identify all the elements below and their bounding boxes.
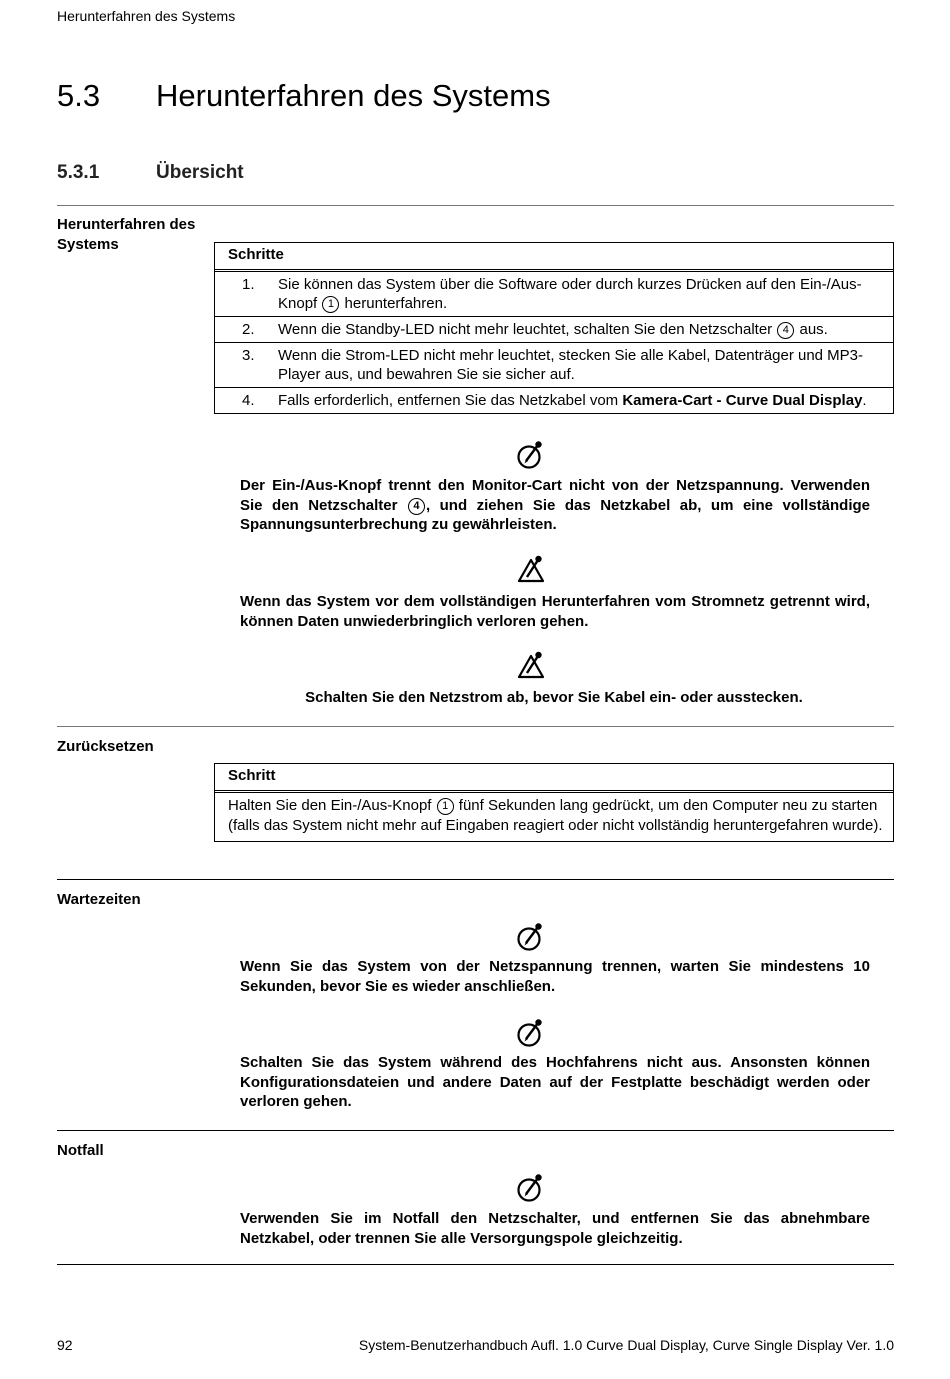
subsection-title: Übersicht — [156, 162, 244, 183]
divider — [57, 1130, 894, 1131]
note-icon — [517, 440, 545, 470]
note-icon — [517, 1018, 545, 1048]
callout-number: 4 — [777, 322, 794, 339]
step-text: Wenn die Standby-LED nicht mehr leuchtet, schalten Sie den Netzschalter 4 aus. — [278, 321, 828, 338]
table-row — [215, 316, 893, 342]
step-text: Wenn die Strom-LED nicht mehr leuchtet, stecken Sie alle Kabel, Datenträger und MP3-Player aus, und bewahren Sie sie sicher auf. — [278, 347, 864, 383]
divider — [57, 205, 894, 206]
running-header: Herunterfahren des Systems — [57, 8, 236, 24]
step-number: 4. — [242, 392, 255, 409]
subsection-number: 5.3.1 — [57, 162, 100, 183]
table-header: Schritt — [215, 764, 893, 793]
section-number: 5.3 — [57, 78, 101, 113]
warning-icon — [517, 650, 545, 680]
note-text: Wenn Sie das System von der Netzspannung trennen, warten Sie mindestens 10 Sekunden, bevor Sie es wieder anschließen. — [240, 958, 870, 995]
subsection-heading — [57, 162, 244, 184]
side-label-wait: Wartezeiten — [57, 891, 141, 908]
step-number: 3. — [242, 347, 255, 364]
table-body — [215, 272, 893, 413]
warning-icon — [517, 554, 545, 584]
reset-table — [214, 763, 894, 842]
callout-number: 1 — [437, 798, 454, 815]
step-text: Falls erforderlich, entfernen Sie das Netzkabel vom Kamera-Cart - Curve Dual Display. — [278, 392, 867, 409]
side-label-reset: Zurücksetzen — [57, 738, 154, 755]
section-heading — [57, 78, 551, 114]
page-number: 92 — [57, 1337, 73, 1353]
note-text: Verwenden Sie im Notfall den Netzschalter, und entfernen Sie das abnehmbare Netzkabel, oder trennen Sie alle Versorgungspole gleichzeitig. — [240, 1210, 870, 1247]
footer-title: System-Benutzerhandbuch Aufl. 1.0 Curve Dual Display, Curve Single Display Ver. 1.0 — [358, 1337, 894, 1353]
warning-text: Schalten Sie den Netzstrom ab, bevor Sie Kabel ein- oder ausstecken. — [305, 689, 803, 706]
divider — [57, 879, 894, 880]
note-icon — [517, 1173, 545, 1203]
step-text: Sie können das System über die Software oder durch kurzes Drücken auf den Ein-/Aus-Knopf 1 herunterfahren. — [278, 276, 862, 312]
step-number: 1. — [242, 276, 255, 293]
callout-number: 4 — [408, 498, 425, 515]
note-text: Schalten Sie das System während des Hochfahrens nicht aus. Ansonsten können Konfigurationsdateien und andere Daten auf der Festplatte beschädigt werden oder verloren gehen. — [240, 1054, 870, 1110]
section-title: Herunterfahren des Systems — [156, 78, 551, 113]
table-row: Halten Sie den Ein-/Aus-Knopf 1 fünf Sekunden lang gedrückt, um den Computer neu zu starten (falls das System nicht mehr auf Eingaben reagiert oder nicht vollständig heruntergefahren wurde). — [228, 797, 883, 834]
table-row — [215, 342, 893, 387]
side-label-shutdown: Herunterfahren des Systems — [57, 216, 196, 253]
callout-number: 1 — [322, 296, 339, 313]
table-row — [215, 272, 893, 316]
note-icon — [517, 922, 545, 952]
divider — [57, 726, 894, 727]
side-label-emergency: Notfall — [57, 1142, 104, 1159]
table-header: Schritte — [215, 243, 893, 272]
step-number: 2. — [242, 321, 255, 338]
steps-table — [214, 242, 894, 414]
warning-text: Wenn das System vor dem vollständigen Herunterfahren vom Stromnetz getrennt wird, können Daten unwiederbringlich verloren gehen. — [240, 593, 870, 630]
table-row — [215, 387, 893, 413]
divider — [57, 1264, 894, 1265]
note-text: Der Ein-/Aus-Knopf trennt den Monitor-Cart nicht von der Netzspannung. Verwenden Sie den Netzschalter 4 , und ziehen Sie das Netzkabel ab, um eine vollständige Spannungsunterbrechung zu gewährleisten. — [240, 477, 870, 533]
